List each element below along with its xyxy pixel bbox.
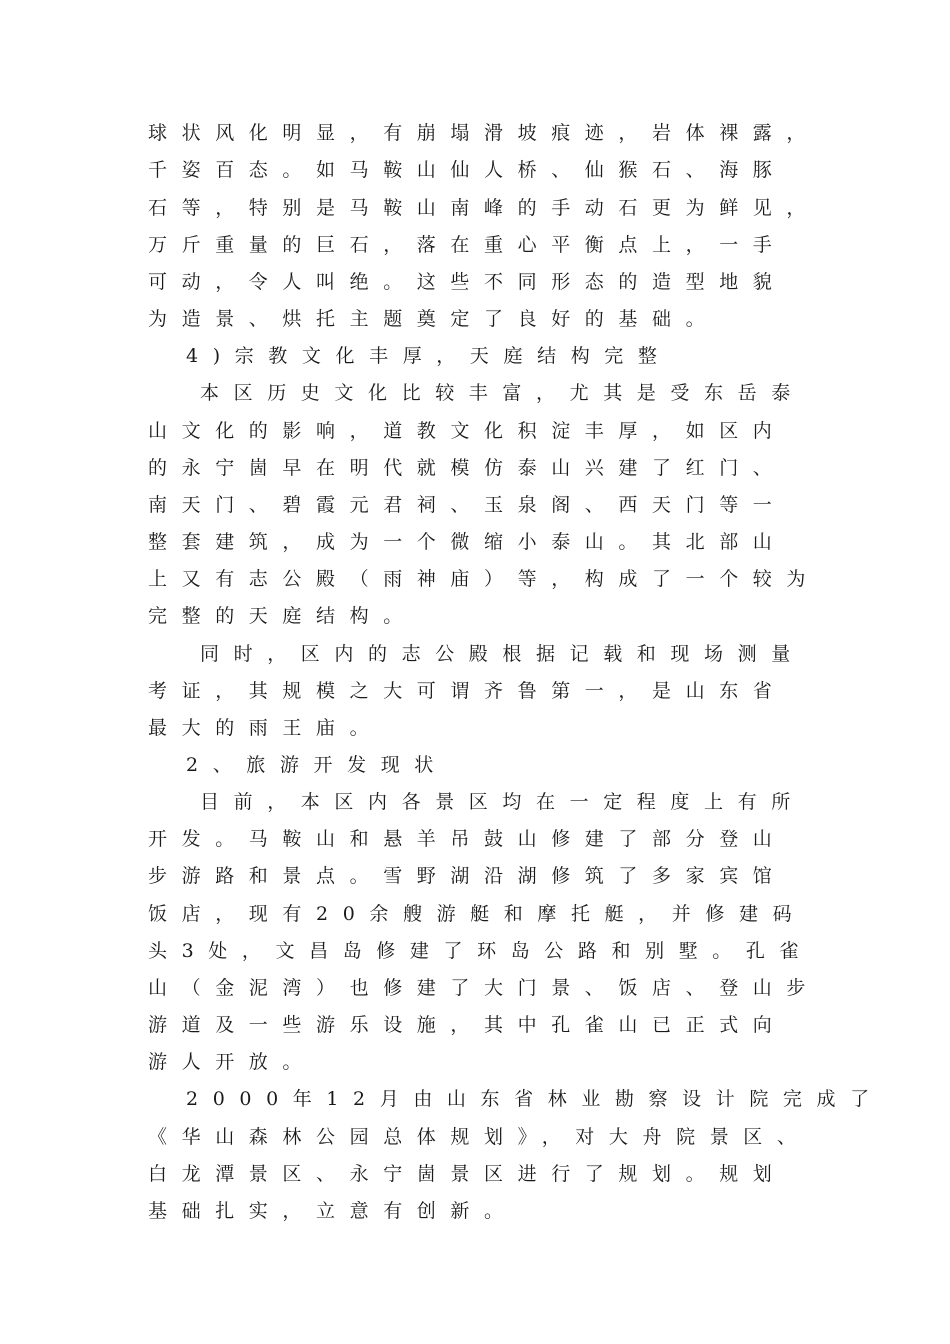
text-line: 白龙潭景区、永宁崮景区进行了规划。规划: [148, 1163, 787, 1185]
text-line: 2000年12月由山东省林业勘察设计院完成了: [186, 1088, 884, 1110]
text-line: 球状风化明显，有崩塌滑坡痕迹，岩体裸露，: [148, 122, 821, 144]
text-line: 的永宁崮早在明代就模仿泰山兴建了红门、: [148, 457, 787, 479]
text-line: 整套建筑，成为一个微缩小泰山。其北部山: [148, 531, 787, 553]
text-line: 千姿百态。如马鞍山仙人桥、仙猴石、海豚: [148, 159, 787, 181]
text-line: 上又有志公殿（雨神庙）等，构成了一个较为: [148, 568, 821, 590]
text-line: 《华山森林公园总体规划》，对大舟院景区、: [148, 1126, 811, 1148]
section-heading: 2、旅游开发现状: [186, 754, 448, 776]
text-line: 目前，本区内各景区均在一定程度上有所: [200, 791, 805, 813]
text-line: 山文化的影响，道教文化积淀丰厚，如区内: [148, 420, 787, 442]
text-line: 考证，其规模之大可谓齐鲁第一，是山东省: [148, 680, 787, 702]
text-line: 可动，令人叫绝。这些不同形态的造型地貌: [148, 271, 787, 293]
text-line: 头3处，文昌岛修建了环岛公路和别墅。孔雀: [148, 940, 814, 962]
text-line: 石等，特别是马鞍山南峰的手动石更为鲜见，: [148, 197, 821, 219]
text-line: 南天门、碧霞元君祠、玉泉阁、西天门等一: [148, 494, 787, 516]
text-line: 同时，区内的志公殿根据记载和现场测量: [200, 643, 805, 665]
text-line: 步游路和景点。雪野湖沿湖修筑了多家宾馆: [148, 865, 787, 887]
text-line: 基础扎实，立意有创新。: [148, 1200, 518, 1222]
text-line: 开发。马鞍山和悬羊吊鼓山修建了部分登山: [148, 828, 787, 850]
section-heading: 4)宗教文化丰厚，天庭结构完整: [186, 345, 672, 367]
text-line: 游道及一些游乐设施，其中孔雀山已正式向: [148, 1014, 787, 1036]
text-line: 为造景、烘托主题奠定了良好的基础。: [148, 308, 720, 330]
text-line: 山（金泥湾）也修建了大门景、饭店、登山步: [148, 977, 821, 999]
text-line: 本区历史文化比较丰富，尤其是受东岳泰: [200, 382, 805, 404]
text-line: 游人开放。: [148, 1051, 317, 1073]
text-line: 万斤重量的巨石，落在重心平衡点上，一手: [148, 234, 787, 256]
text-line: 饭店，现有20余艘游艇和摩托艇，并修建码: [148, 903, 807, 925]
text-line: 完整的天庭结构。: [148, 605, 417, 627]
text-line: 最大的雨王庙。: [148, 717, 384, 739]
